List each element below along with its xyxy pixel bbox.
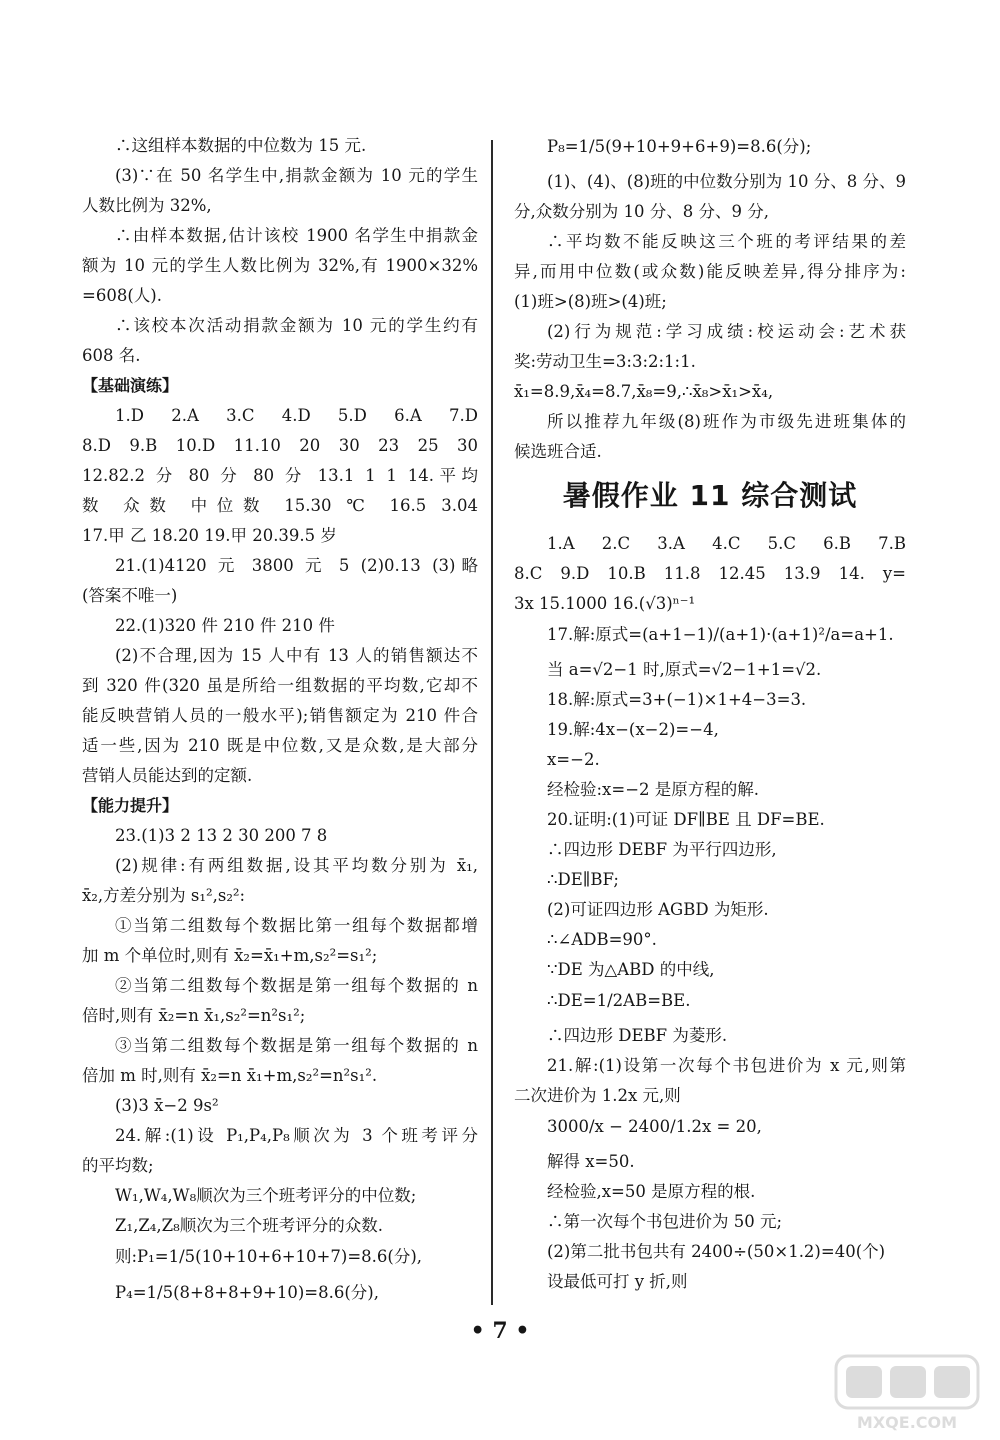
text-line: (答案不唯一): [82, 586, 178, 605]
text-line: ∴该校本次活动捐款金额为 10 元的学生约有: [115, 316, 478, 335]
text-line: 当 a=√2−1 时,原式=√2−1+1=√2.: [547, 660, 822, 679]
text-line: 能反映营销人员的一般水平);销售额定为 210 件合: [82, 706, 478, 725]
text-line: P₄=1/5(8+8+8+9+10)=8.6(分),: [115, 1283, 379, 1302]
text-line: 17.甲 乙 18.20 19.甲 20.39.5 岁: [82, 526, 337, 545]
text-line: (2)可证四边形 AGBD 为矩形.: [547, 900, 769, 919]
text-line: ∴DE=1/2AB=BE.: [547, 991, 691, 1010]
text-line: 倍时,则有 x̄₂=n x̄₁,s₂²=n²s₁²;: [82, 1006, 306, 1025]
text-line: ∴平均数不能反映这三个班的考评结果的差: [547, 232, 906, 251]
text-line: 3000/x − 2400/1.2x = 20,: [547, 1117, 762, 1136]
left-column: [82, 136, 478, 1318]
right-column-bottom: [514, 534, 906, 1292]
text-line: 候选班合适.: [514, 442, 602, 461]
text-line: ∴四边形 DEBF 为菱形.: [547, 1026, 728, 1045]
text-line: 人数比例为 32%,: [82, 196, 212, 215]
text-line: 21.(1)4120 元 3800 元 5 (2)0.13 (3)略: [115, 556, 478, 575]
text-line: ③当第二组数每个数据是第一组每个数据的 n: [115, 1036, 478, 1055]
text-line: 适一些,因为 210 既是中位数,又是众数,是大部分: [82, 736, 478, 755]
text-line: 608 名.: [82, 346, 141, 365]
text-line: ∴DE∥BF;: [547, 870, 619, 889]
watermark-text: MXQE.COM: [856, 1413, 958, 1432]
text-line: 则:P₁=1/5(10+10+6+10+7)=8.6(分),: [115, 1247, 422, 1266]
section-heading: 暑假作业 11 综合测试: [562, 479, 858, 512]
watermark-logo: [832, 1352, 982, 1434]
text-line: (2)规律:有两组数据,设其平均数分别为 x̄₁,: [115, 856, 478, 875]
text-line: 倍加 m 时,则有 x̄₂=n x̄₁+m,s₂²=n²s₁².: [82, 1066, 378, 1085]
text-line: 的平均数;: [82, 1156, 154, 1175]
text-line: (2)不合理,因为 15 人中有 13 人的销售额达不: [115, 646, 478, 665]
text-line: (3)∵在 50 名学生中,捐款金额为 10 元的学生: [115, 166, 478, 185]
text-line: 【能力提升】: [82, 796, 179, 815]
text-line: 解得 x=50.: [547, 1152, 635, 1171]
text-line: 20.证明:(1)可证 DF∥BE 且 DF=BE.: [547, 810, 825, 829]
text-line: Z₁,Z₄,Z₈顺次为三个班考评分的众数.: [115, 1216, 383, 1235]
text-line: 所以推荐九年级(8)班作为市级先进班集体的: [547, 412, 906, 431]
text-line: 异,而用中位数(或众数)能反映差异,得分排序为:: [514, 262, 906, 281]
text-line: 3x 15.1000 16.(√3)ⁿ⁻¹: [514, 594, 696, 613]
text-line: 【基础演练】: [82, 376, 179, 395]
text-line: ∴由样本数据,估计该校 1900 名学生中捐款金: [115, 226, 478, 245]
text-line: 额为 10 元的学生人数比例为 32%,有 1900×32%: [82, 256, 478, 275]
column-divider: [491, 140, 493, 1305]
text-line: (1)、(4)、(8)班的中位数分别为 10 分、8 分、9: [547, 172, 906, 191]
watermark-icon: [832, 1352, 982, 1434]
text-line: 23.(1)3 2 13 2 30 200 7 8: [115, 826, 328, 845]
text-line: 到 320 件(320 虽是所给一组数据的平均数,它却不: [82, 676, 478, 695]
text-line: P₈=1/5(9+10+9+6+9)=8.6(分);: [547, 137, 812, 156]
text-line: 22.(1)320 件 210 件 210 件: [115, 616, 335, 635]
text-line: ②当第二组数每个数据是第一组每个数据的 n: [115, 976, 478, 995]
text-line: 21.解:(1)设第一次每个书包进价为 x 元,则第: [547, 1056, 906, 1075]
text-line: 8.D 9.B 10.D 11.10 20 30 23 25 30: [82, 436, 478, 455]
text-line: (2)第二批书包共有 2400÷(50×1.2)=40(个): [547, 1242, 886, 1261]
text-line: ∵DE 为△ABD 的中线,: [547, 960, 715, 979]
text-line: x̄₂,方差分别为 s₁²,s₂²:: [82, 886, 246, 905]
text-line: 加 m 个单位时,则有 x̄₂=x̄₁+m,s₂²=s₁²;: [82, 946, 378, 965]
text-line: (1)班>(8)班>(4)班;: [514, 292, 667, 311]
page-number: • 7 •: [470, 1318, 530, 1344]
text-line: =608(人).: [82, 286, 162, 305]
text-line: 12.82.2 分 80 分 80 分 13.1 1 1 14.平均: [82, 466, 478, 485]
text-line: 经检验,x=50 是原方程的根.: [547, 1182, 756, 1201]
text-line: 19.解:4x−(x−2)=−4,: [547, 720, 719, 739]
text-line: ①当第二组数每个数据比第一组每个数据都增: [115, 916, 478, 935]
text-line: 数 众数 中位数 15.30 ℃ 16.5 3.04: [82, 496, 478, 515]
text-line: W₁,W₄,W₈顺次为三个班考评分的中位数;: [115, 1186, 417, 1205]
text-line: 8.C 9.D 10.B 11.8 12.45 13.9 14. y=: [514, 564, 906, 583]
text-line: 1.D 2.A 3.C 4.D 5.D 6.A 7.D: [115, 406, 478, 425]
text-line: ∴四边形 DEBF 为平行四边形,: [547, 840, 777, 859]
text-line: 奖:劳动卫生=3:3:2:1:1.: [514, 352, 696, 371]
text-line: (3)3 x̄−2 9s²: [115, 1096, 219, 1115]
text-line: 经检验:x=−2 是原方程的解.: [547, 780, 760, 799]
text-line: 分,众数分别为 10 分、8 分、9 分,: [514, 202, 769, 221]
text-line: 18.解:原式=3+(−1)×1+4−3=3.: [547, 690, 807, 709]
text-line: (2)行为规范:学习成绩:校运动会:艺术获: [547, 322, 906, 341]
text-line: x̄₁=8.9,x̄₄=8.7,x̄₈=9,∴x̄₈>x̄₁>x̄₄,: [514, 382, 774, 401]
text-line: 17.解:原式=(a+1−1)/(a+1)·(a+1)²/a=a+1.: [547, 625, 894, 644]
text-line: 二次进价为 1.2x 元,则: [514, 1086, 681, 1105]
text-line: ∴∠ADB=90°.: [547, 930, 657, 949]
text-line: 设最低可打 y 折,则: [547, 1272, 688, 1291]
right-column-top: [514, 136, 906, 462]
text-line: 1.A 2.C 3.A 4.C 5.C 6.B 7.B: [547, 534, 906, 553]
text-line: 营销人员能达到的定额.: [82, 766, 253, 785]
text-line: x=−2.: [547, 750, 600, 769]
text-line: 24.解:(1)设 P₁,P₄,P₈顺次为 3 个班考评分: [115, 1126, 478, 1145]
text-line: ∴这组样本数据的中位数为 15 元.: [115, 136, 367, 155]
text-line: ∴第一次每个书包进价为 50 元;: [547, 1212, 783, 1231]
right-column: [514, 136, 906, 1302]
